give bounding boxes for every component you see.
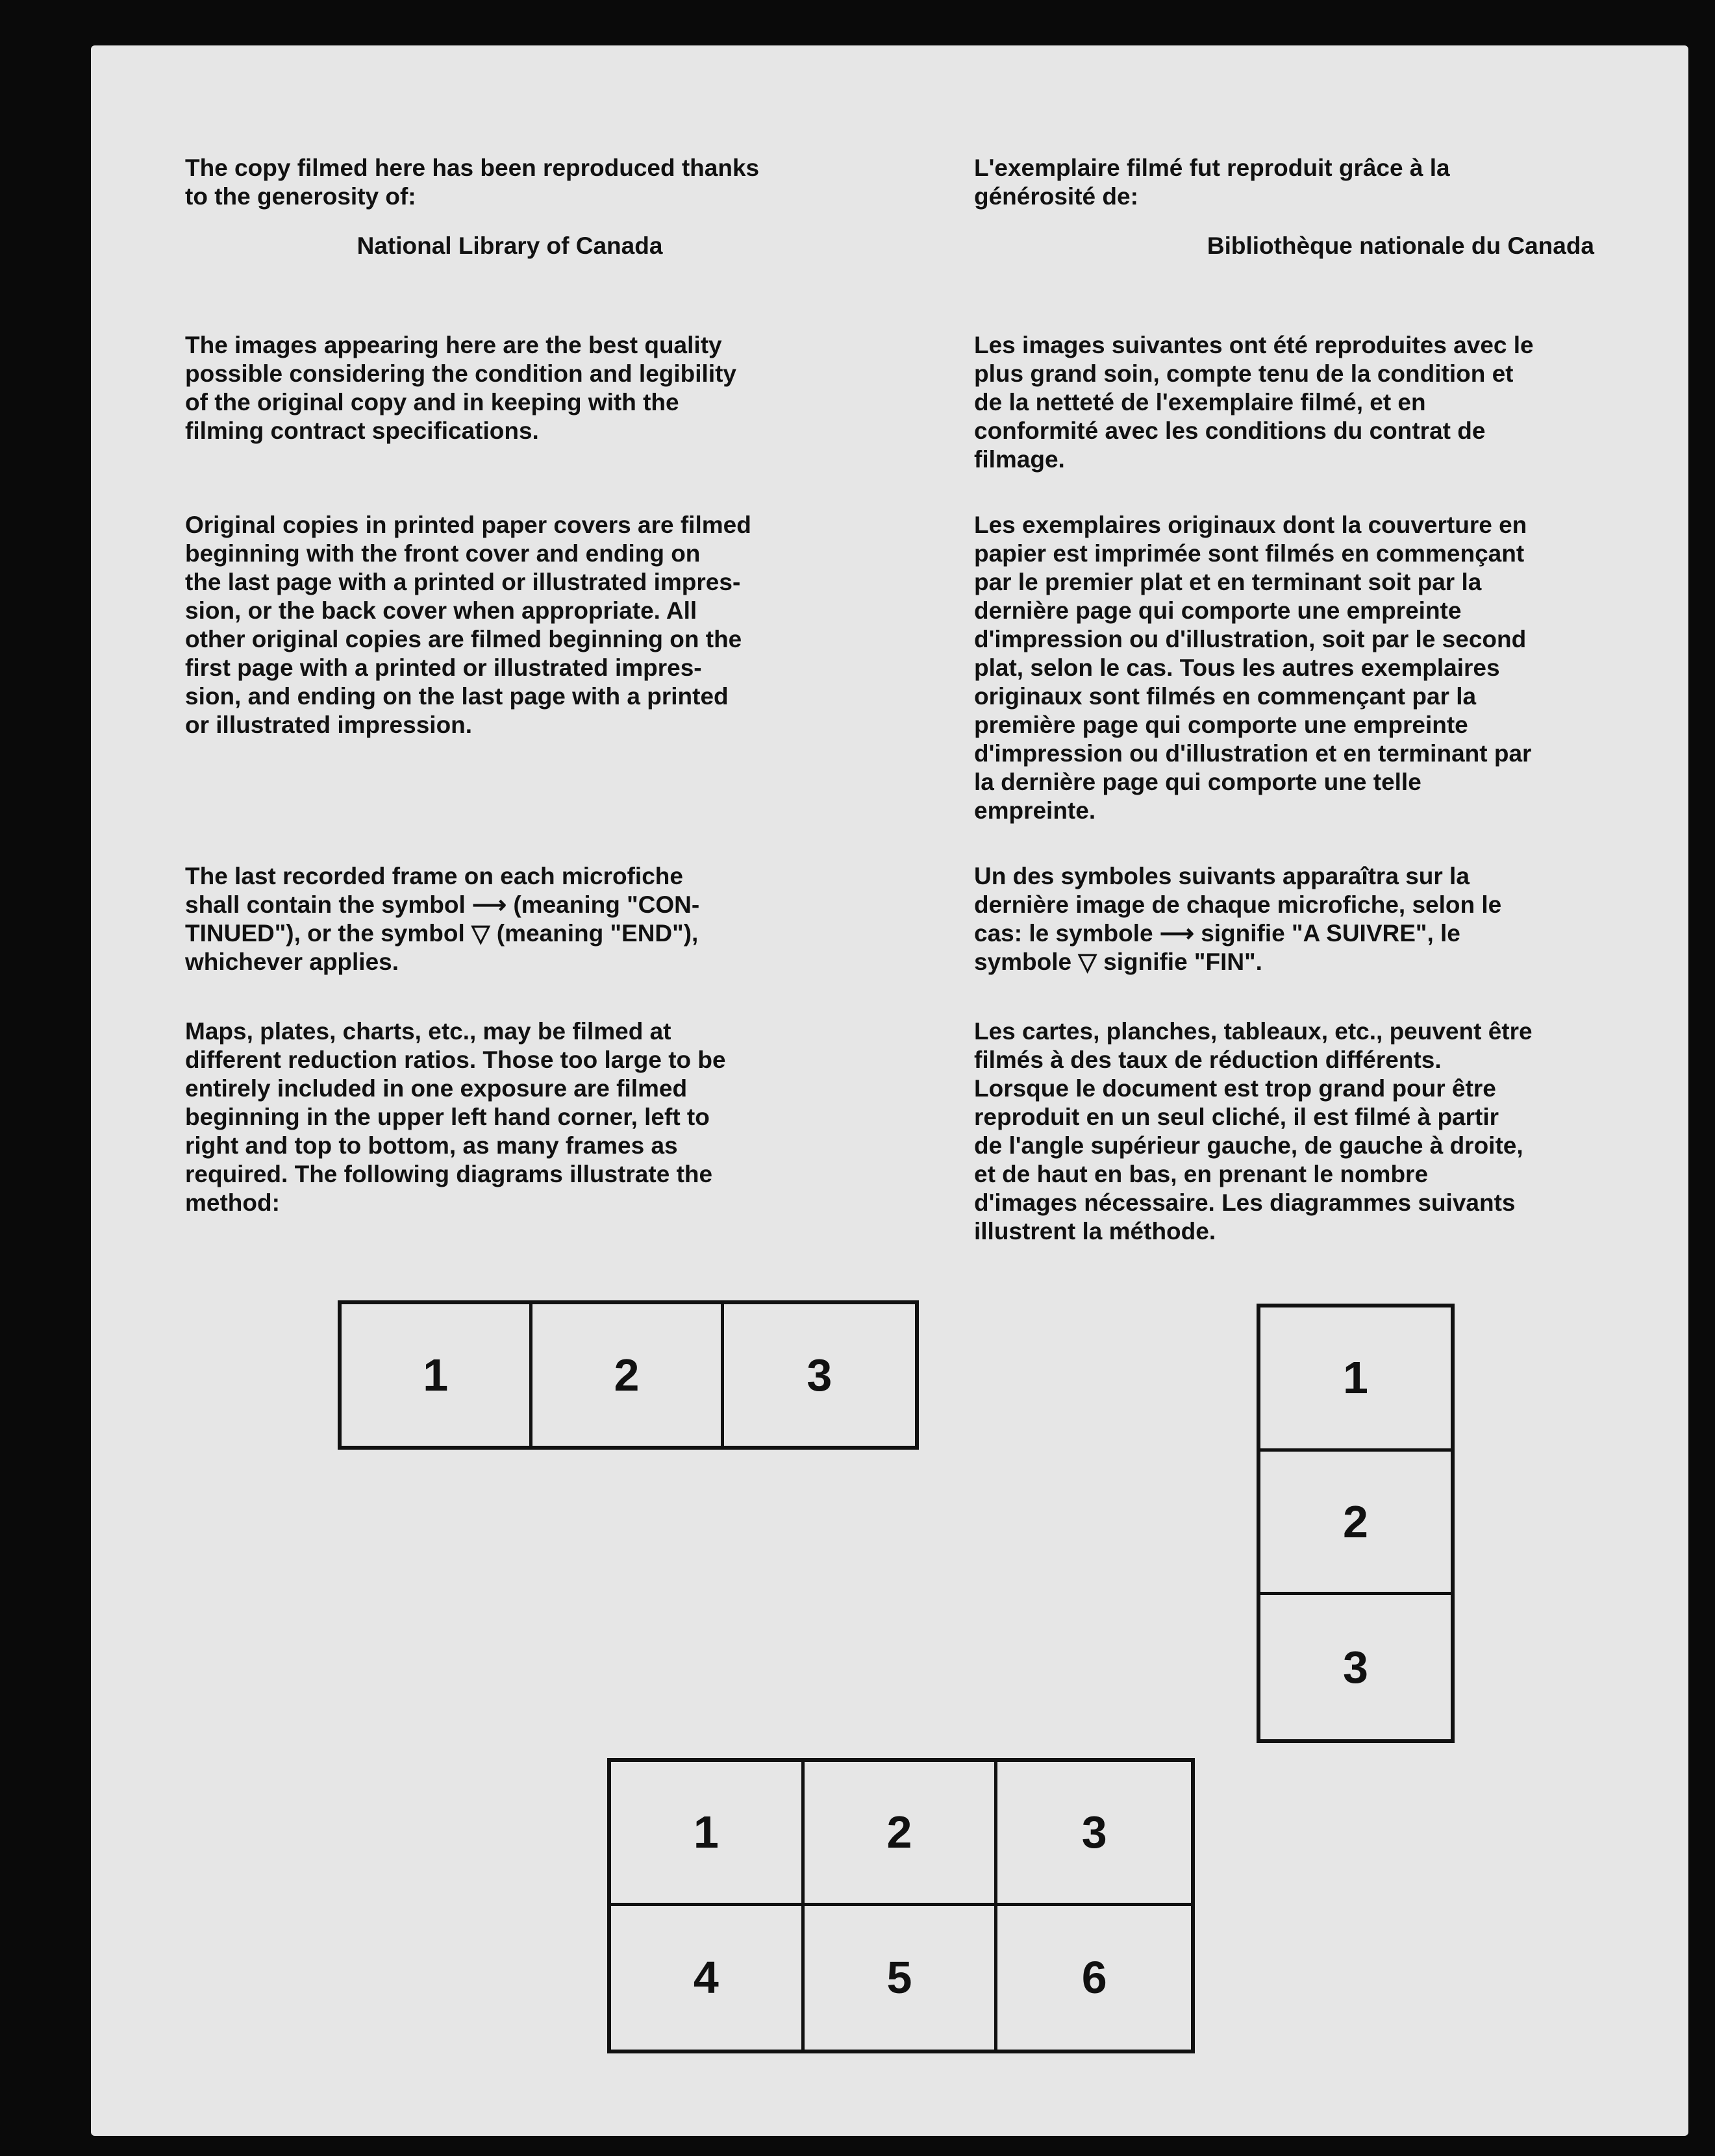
frame-cell: 3 [807, 1350, 832, 1400]
frame-cell: 2 [1260, 1452, 1451, 1596]
french-symbols-note: Un des symboles suivants apparaîtra sur la dernière image de chaque microfiche, selon le cas: le symbole ⟶ signifie "A SUIVRE", le symbole ▽ signifie "FIN". [974, 863, 1502, 975]
frame-cell: 2 [805, 1762, 998, 1906]
frame-cell: 2 [532, 1304, 723, 1446]
frame-cell: 1 [342, 1304, 532, 1446]
french-institution: Bibliothèque nationale du Canada [1207, 232, 1594, 259]
six-frames-diagram [607, 1758, 1195, 2053]
horizontal-frames-diagram [338, 1300, 919, 1450]
french-quality-note: Les images suivantes ont été reproduites avec le plus grand soin, compte tenu de la condition et de la netteté de l'exemplaire filmé, et en conformité avec les conditions du contrat de filmage. [974, 332, 1534, 473]
english-covers-note: Original copies in printed paper covers are filmed beginning with the front cover and ending on the last page with a printed or illustrated impres- sion, or the back cover when appropriate. All other original copies are filmed beginning on the first page with a printed or illustrated impres- sion, and ending on the last page with a printed or illustrated impression. [185, 512, 751, 738]
frame-cell: 1 [611, 1762, 805, 1906]
frame-cell: 5 [805, 1906, 998, 2050]
english-quality-note: The images appearing here are the best quality possible considering the condition and legibility of the original copy and in keeping with the filming contract specifications. [185, 332, 737, 444]
french-maps-note: Les cartes, planches, tableaux, etc., peuvent être filmés à des taux de réduction différents. Lorsque le document est trop grand pour être reproduit en un seul cliché, il est filmé à partir de l'angle supérieur gauche, de gauche à droite, et de haut en bas, en prenant le nombre d'images nécessaire. Les diagrammes suivants illustrent la méthode. [974, 1018, 1533, 1245]
frame-cell: 6 [1081, 1952, 1107, 2003]
frame-cell: 4 [611, 1906, 805, 2050]
vertical-frames-diagram [1257, 1304, 1455, 1743]
english-maps-note: Maps, plates, charts, etc., may be filmed at different reduction ratios. Those too large to be entirely included in one exposure are filmed beginning in the upper left hand corner, left to right and top to bottom, as many frames as required. The following diagrams illustrate the method: [185, 1018, 726, 1216]
frame-cell: 3 [997, 1762, 1191, 1906]
french-intro: L'exemplaire filmé fut reproduit grâce à la générosité de: [974, 155, 1450, 210]
frame-cell: 1 [1260, 1307, 1451, 1452]
french-covers-note: Les exemplaires originaux dont la couverture en papier est imprimée sont filmés en commençant par le premier plat et en terminant soit par la dernière page qui comporte une empreinte d'impression ou d'illustration, soit par le second plat, selon le cas. Tous les autres exemplaires originaux sont filmés en commençant par la première page qui comporte une empreinte d'impression ou d'illustration et en terminant par la dernière page qui comporte une telle empreinte. [974, 512, 1532, 824]
english-intro: The copy filmed here has been reproduced thanks to the generosity of: [185, 155, 760, 210]
english-institution: National Library of Canada [357, 232, 663, 259]
frame-cell: 3 [1343, 1642, 1368, 1693]
english-symbols-note: The last recorded frame on each microfiche shall contain the symbol ⟶ (meaning "CON- TINUED"), or the symbol ▽ (meaning "END"), whichever applies. [185, 863, 700, 975]
